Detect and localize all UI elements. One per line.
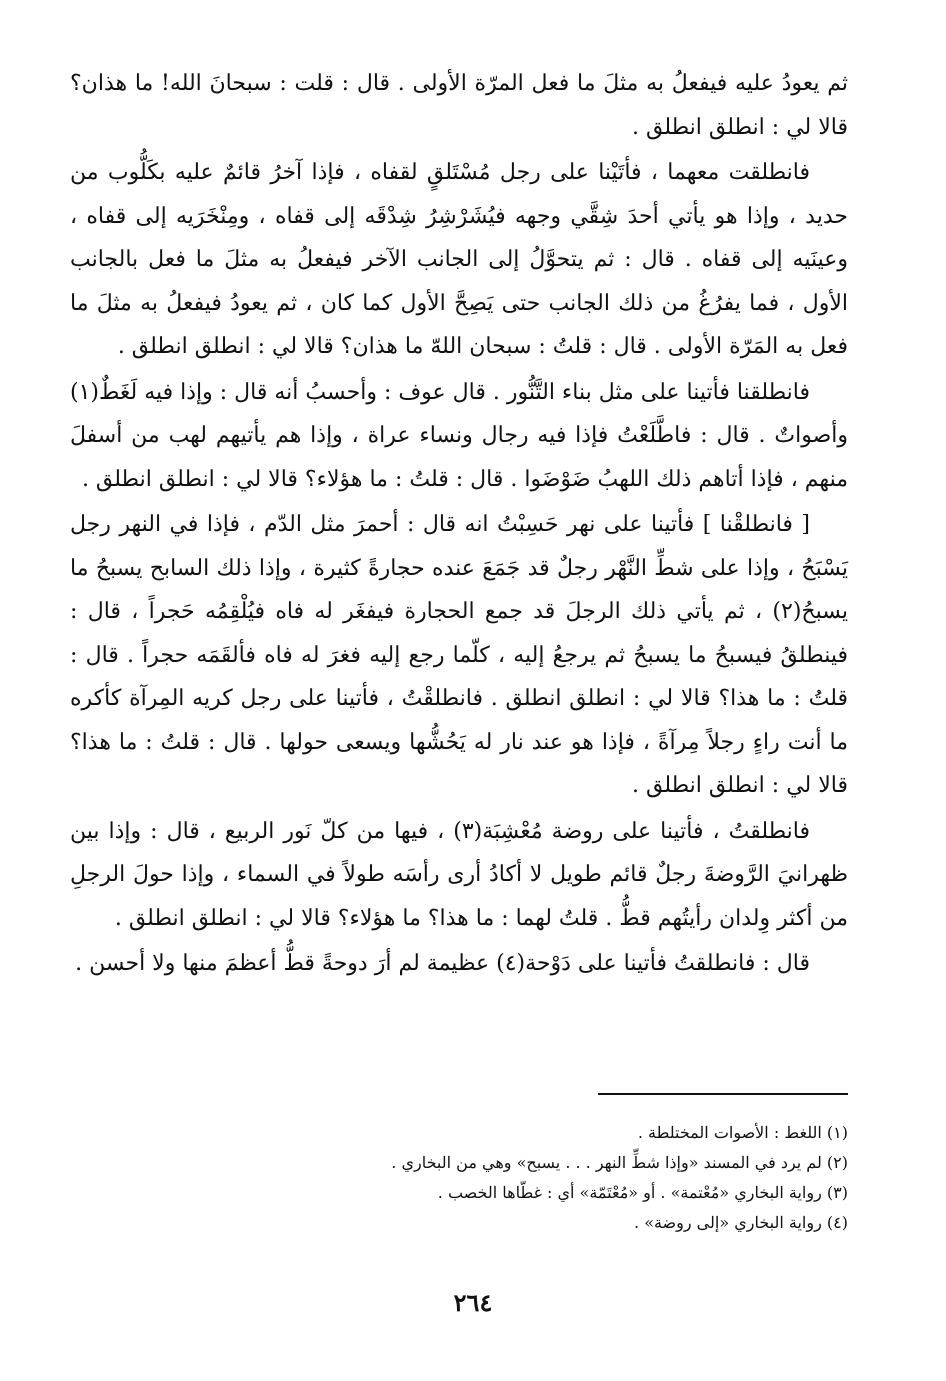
- paragraph-2: فانطلقت معهما ، فأتَيْنا على رجل مُسْتَلقٍ لقفاه ، فإذا آخرُ قائمٌ عليه بكَلُّوب من حديد ، وإذا هو يأتي أحدَ شِقَّي وجهه فيُشَرْشِرُ شِدْقَه إلى قفاه ، ومِنْخَرَيه إلى قفاه ، وعينَيه إلى قفاه . قال : ثم يتحوَّلُ إلى الجانب الآخر فيفعلُ به مثلَ ما فعل بالجانب الأول ، فما يفرُغُ من ذلك الجانب حتى يَصِحَّ الأول كما كان ، ثم يعودُ فيفعلُ به مثلَ ما فعل به المَرّة الأولى . قال : قلتُ : سبحان اللهّ ما هذان؟ قالا لي : انطلق انطلق .: [70, 160, 848, 359]
- footnotes: [300, 1118, 848, 1238]
- main-text: [70, 62, 848, 988]
- paragraph-3: فانطلقنا فأتينا على مثل بناء التَّنُّور . قال عوف : وأحسبُ أنه قال : وإذا فيه لَغَطٌ(١) وأصواتٌ . قال : فاطَّلَعْتُ فإذا فيه رجال ونساء عراة ، وإذا هم يأتيهم لهب من أسفلَ منهم ، فإذا أتاهم ذلك اللهبُ ضَوْضَوا . قال : قلتُ : ما هؤلاء؟ قالا لي : انطلق انطلق .: [70, 379, 848, 492]
- paragraph-6: قال : فانطلقتُ فأتينا على دَوْحة(٤) عظيمة لم أرَ دوحةً قطُّ أعظمَ منها ولا أحسن .: [75, 951, 810, 976]
- footnote-3: (٣) رواية البخاري «مُعْتمة» . أو «مُعْتَمّة» أي : غطّاها الخصب .: [437, 1183, 848, 1202]
- paragraph-4: [ فانطلقْنا ] فأتينا على نهر حَسِبْتُ انه قال : أحمرَ مثل الدّم ، فإذا في النهر رجل يَسْبَحُ ، وإذا على شطِّ النَّهْر رجلٌ قد جَمَعَ عنده حجارةً كثيرة ، وإذا ذلك السابح يسبحُ ما يسبحُ(٢) ، ثم يأتي ذلك الرجلَ قد جمع الحجارة فيفغَر له فاه فيُلْقِمُه حَجراً ، قال : فينطلقُ فيسبحُ ما يسبحُ ثم يرجعُ إليه ، كلّما رجع إليه فغرَ له فاه فألقَمَه حجراً . قال : قلتُ : ما هذا؟ قالا لي : انطلق انطلق . فانطلقْتُ ، فأتينا على رجل كريه المِرآة كأكره ما أنت راءٍ رجلاً مِرآةً ، فإذا هو عند نار له يَحُشُّها ويسعى حولها . قال : قلتُ : ما هذا؟ قالا لي : انطلق انطلق .: [70, 512, 848, 798]
- footnote-4: (٤) رواية البخاري «إلى روضة» .: [634, 1213, 848, 1232]
- footnote-divider: [598, 1093, 848, 1095]
- footnote-2: (٢) لم يرد في المسند «وإذا شطِّ النهر . . . يسبح» وهي من البخاري .: [391, 1153, 848, 1172]
- paragraph-1: ثم يعودُ عليه فيفعلُ به مثلَ ما فعل المرّة الأولى . قال : قلت : سبحانَ الله! ما هذان؟ قالا لي : انطلق انطلق .: [70, 71, 848, 140]
- page-number: ٢٦٤: [453, 1288, 493, 1317]
- footnote-1: (١) اللغط : الأصوات المختلطة .: [637, 1123, 848, 1142]
- paragraph-5: فانطلقتُ ، فأتينا على روضة مُعْشِبَة(٣) ، فيها من كلّ نَور الربيع ، قال : وإذا بين ظهرانيَ الرَّوضةَ رجلٌ قائم طويل لا أكادُ أرى رأسَه طولاً في السماء ، وإذا حولَ الرجلِ من أكثر وِلدان رأيتُهم قطُّ . قلتُ لهما : ما هذا؟ ما هؤلاء؟ قالا لي : انطلق انطلق .: [70, 818, 848, 931]
